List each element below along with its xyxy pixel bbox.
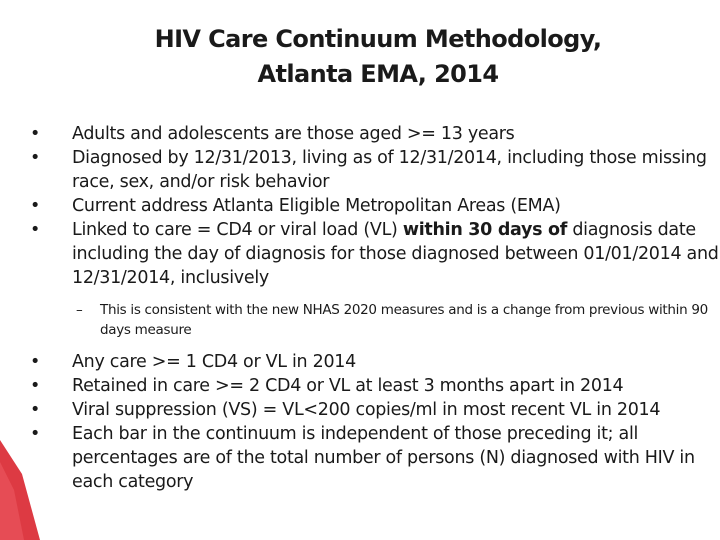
bullet-adults-adolescents xyxy=(30,122,720,146)
bullet-text: Current address Atlanta Eligible Metropolitan Areas (EMA) xyxy=(72,196,561,216)
bullet-text: Viral suppression (VS) = VL<200 copies/ml in most recent VL in 2014 xyxy=(72,400,661,420)
bullet-marker: • xyxy=(30,376,41,396)
bullet-text: Adults and adolescents are those aged >= 13 years xyxy=(72,124,515,144)
bullet-each-bar xyxy=(30,422,720,494)
slide-content xyxy=(30,122,720,494)
bullet-marker: • xyxy=(30,196,41,216)
bullet-viral-suppression xyxy=(30,398,720,422)
bullet-marker: • xyxy=(30,148,41,168)
bullet-text: Any care >= 1 CD4 or VL in 2014 xyxy=(72,352,356,372)
bullet-any-care xyxy=(30,350,720,374)
slide-title xyxy=(0,22,720,92)
bullet-marker: • xyxy=(30,400,41,420)
title-line-1: HIV Care Continuum Methodology, xyxy=(154,25,602,53)
title-line-2: Atlanta EMA, 2014 xyxy=(257,60,499,88)
bullet-text-part-1: Linked to care = CD4 or viral load (VL) xyxy=(72,220,403,240)
bullet-linked-to-care xyxy=(30,218,720,290)
bullet-marker: • xyxy=(30,352,41,372)
sub-bullet-text: This is consistent with the new NHAS 2020 measures and is a change from previous within 90 days measure xyxy=(100,302,708,338)
bullet-retained-in-care xyxy=(30,374,720,398)
bullet-text: Each bar in the continuum is independent of those preceding it; all percentages are of the total number of persons (N) diagnosed with HIV in each category xyxy=(72,424,695,492)
bullet-marker: • xyxy=(30,424,41,444)
bullet-text-emphasis: within 30 days of xyxy=(402,220,568,240)
bullet-current-address xyxy=(30,194,720,218)
corner-decoration xyxy=(0,440,48,540)
sub-bullet-marker: – xyxy=(76,302,83,318)
sub-bullet-nhas xyxy=(30,300,720,340)
bullet-diagnosed xyxy=(30,146,720,194)
bullet-marker: • xyxy=(30,220,41,240)
bullet-text-part-2: diagnosis date including the day of diagnosis for those diagnosed between 01/01/2014 and 12/31/2014, inclusively xyxy=(72,220,719,288)
bullet-text: Diagnosed by 12/31/2013, living as of 12/31/2014, including those missing race, sex, and/or risk behavior xyxy=(72,148,707,192)
bullet-text: Retained in care >= 2 CD4 or VL at least 3 months apart in 2014 xyxy=(72,376,624,396)
bullet-marker: • xyxy=(30,124,41,144)
